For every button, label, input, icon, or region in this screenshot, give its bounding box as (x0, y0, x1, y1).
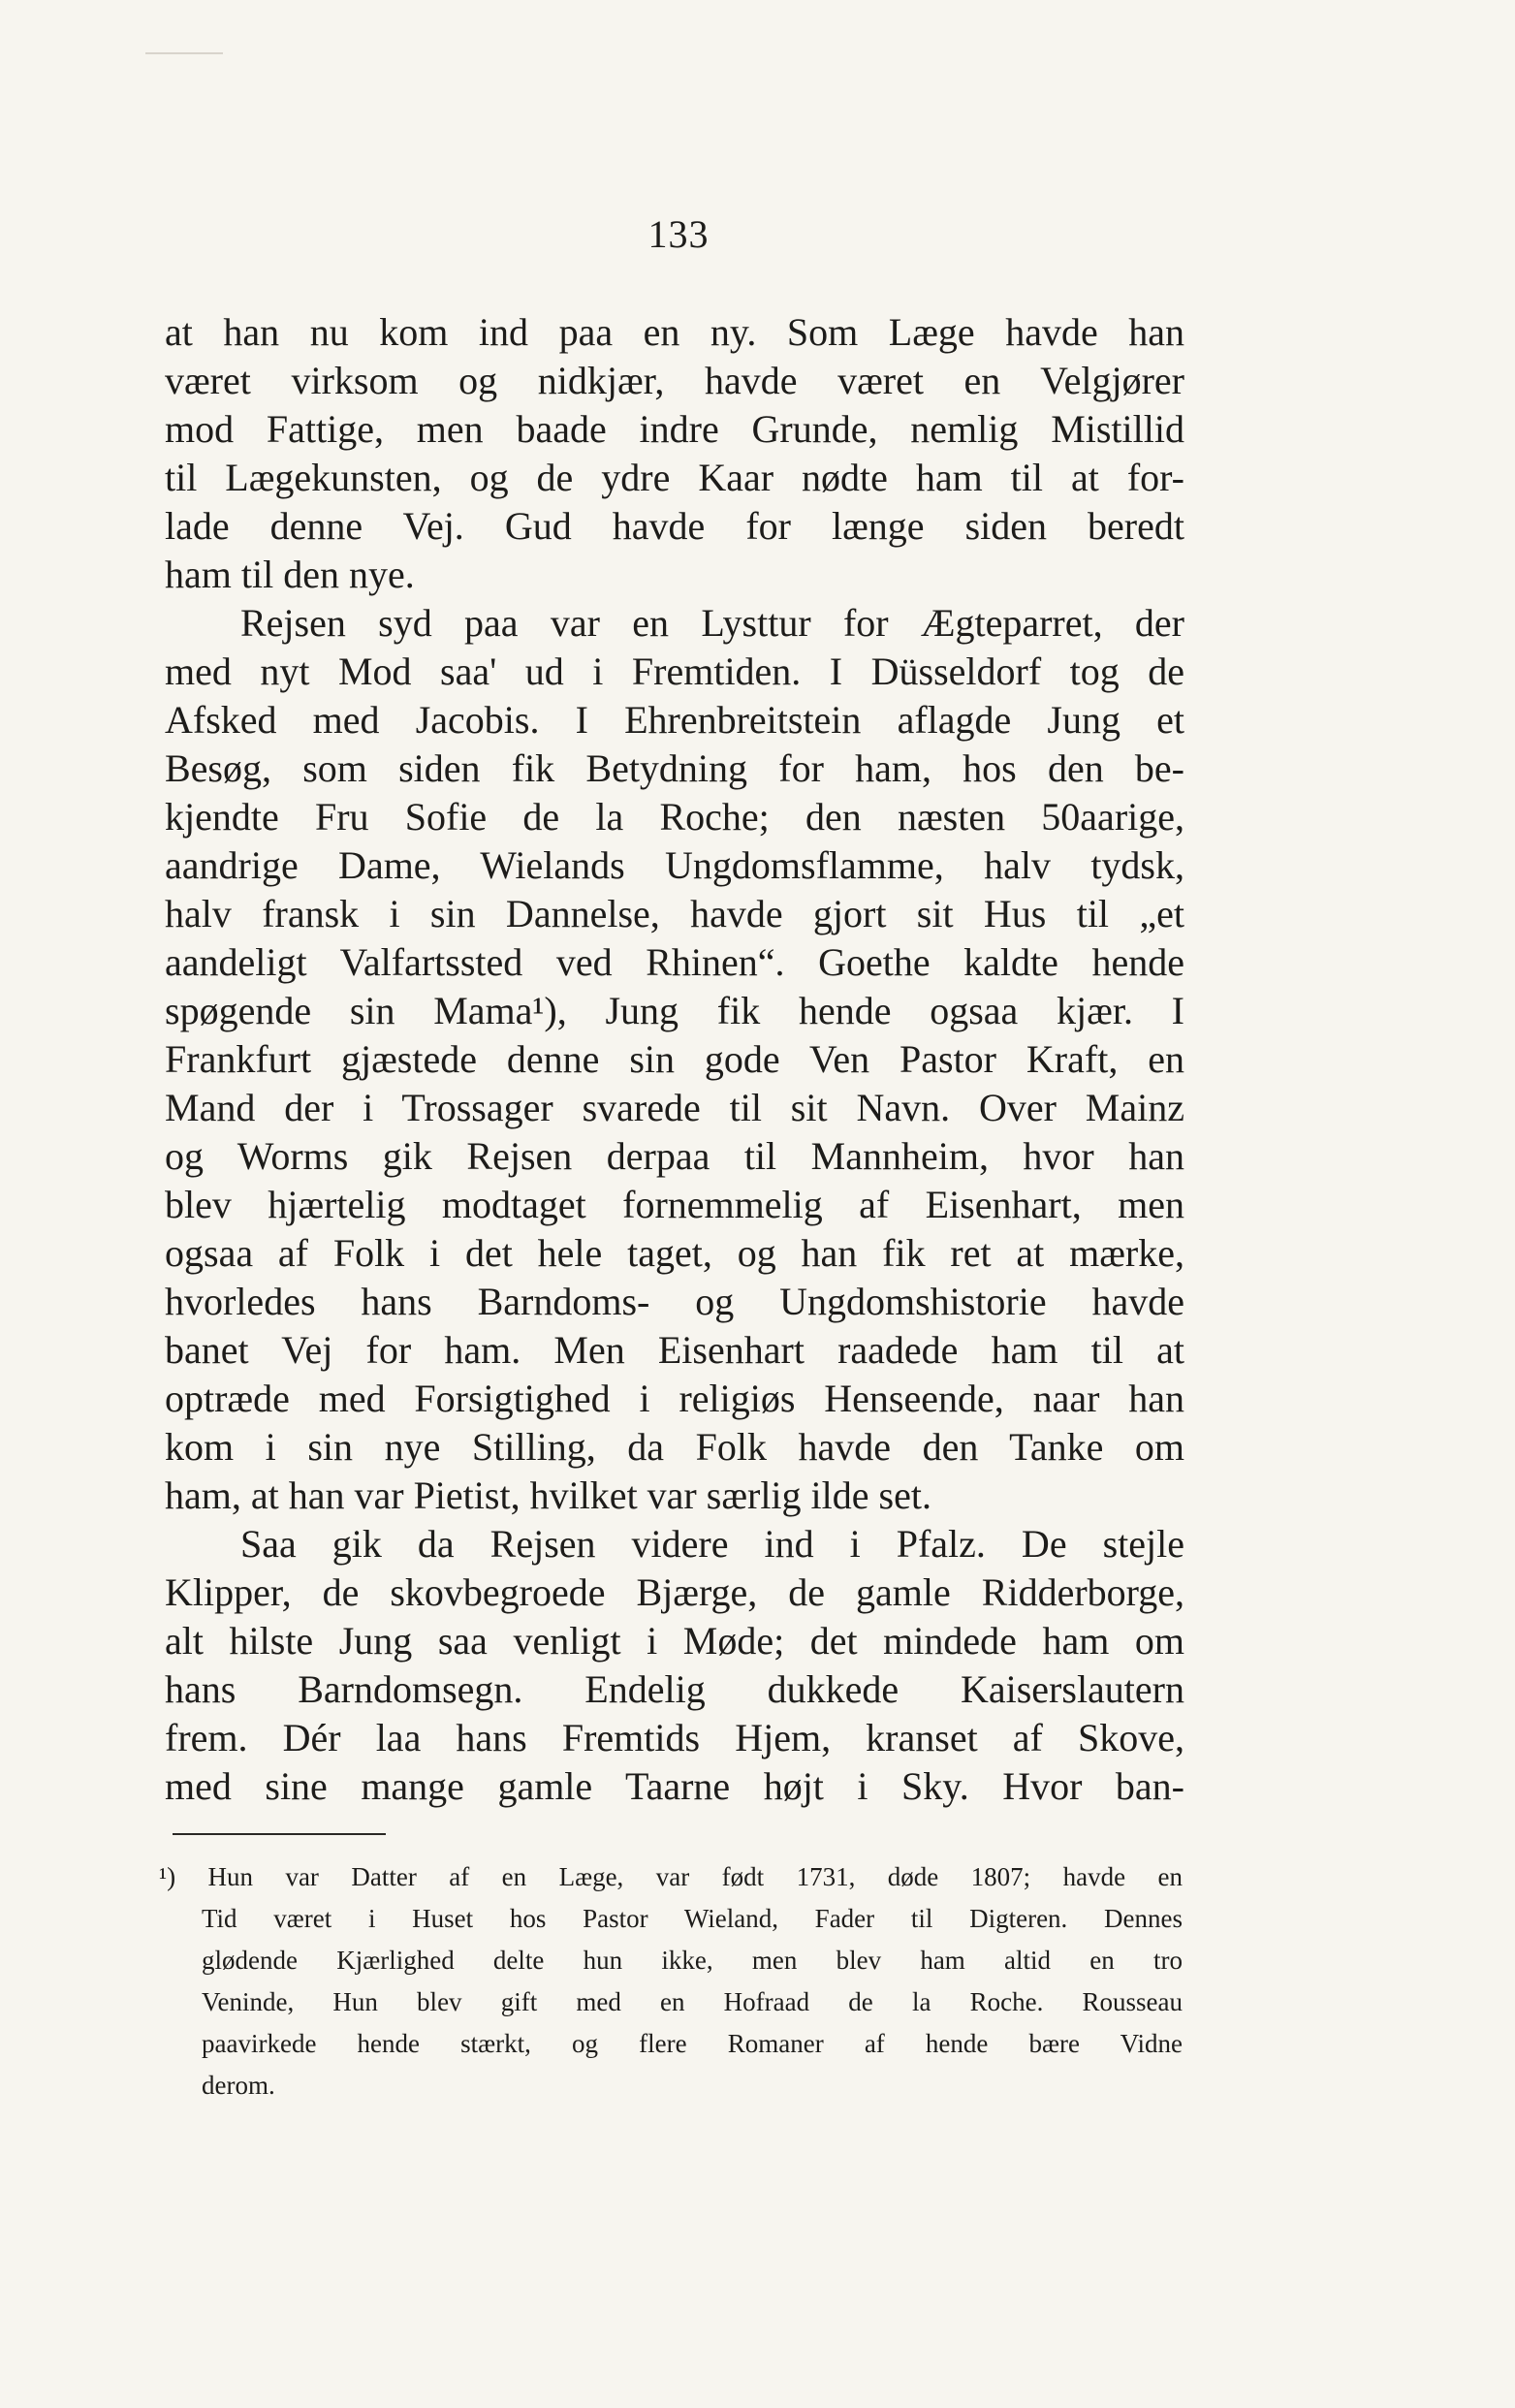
footnote-line: paavirkede hende stærkt, og flere Romaner af hende bære Vidne (202, 2029, 1183, 2058)
text-line: optræde med Forsigtighed i religiøs Henseende, naar han (165, 1377, 1184, 1420)
page-number: 133 (647, 212, 710, 256)
text-line: ogsaa af Folk i det hele taget, og han fik ret at mærke, (165, 1231, 1184, 1275)
text-line: kjendte Fru Sofie de la Roche; den næsten 50aarige, (165, 795, 1184, 839)
text-line: lade denne Vej. Gud havde for længe siden beredt (165, 504, 1184, 548)
text-line: mod Fattige, men baade indre Grunde, nemlig Mistillid (165, 407, 1184, 451)
text-line: og Worms gik Rejsen derpaa til Mannheim, hvor han (165, 1134, 1184, 1178)
text-line: hvorledes hans Barndoms- og Ungdomshistorie havde (165, 1280, 1184, 1323)
text-line: Afsked med Jacobis. I Ehrenbreitstein aflagde Jung et (165, 698, 1184, 742)
text-line: at han nu kom ind paa en ny. Som Læge havde han (165, 310, 1184, 354)
text-line: til Lægekunsten, og de ydre Kaar nødte ham til at for- (165, 456, 1184, 499)
text-line: Rejsen syd paa var en Lysttur for Ægteparret, der (240, 601, 1184, 645)
text-line: kom i sin nye Stilling, da Folk havde den Tanke om (165, 1425, 1184, 1469)
text-line: ham, at han var Pietist, hvilket var særlig ilde set. (165, 1473, 931, 1517)
footnote-line: Veninde, Hun blev gift med en Hofraad de la Roche. Rousseau (202, 1987, 1183, 2016)
text-line: frem. Dér laa hans Fremtids Hjem, kranset af Skove, (165, 1716, 1184, 1759)
top-edge-mark (145, 52, 223, 54)
text-line: ham til den nye. (165, 553, 415, 596)
text-line: Besøg, som siden fik Betydning for ham, hos den be- (165, 746, 1184, 790)
main-text-block (165, 308, 1184, 1811)
footnote-line: derom. (202, 2071, 275, 2100)
text-line: Saa gik da Rejsen videre ind i Pfalz. De stejle (240, 1522, 1184, 1566)
text-line: blev hjærtelig modtaget fornemmelig af Eisenhart, men (165, 1183, 1184, 1226)
footnote-line: glødende Kjærlighed delte hun ikke, men blev ham altid en tro (202, 1946, 1183, 1975)
text-line: banet Vej for ham. Men Eisenhart raadede ham til at (165, 1328, 1184, 1372)
footnote-line: ¹) Hun var Datter af en Læge, var født 1731, døde 1807; havde en (159, 1862, 1183, 1891)
footnote-line: Tid været i Huset hos Pastor Wieland, Fader til Digteren. Dennes (202, 1904, 1183, 1933)
text-line: Klipper, de skovbegroede Bjærge, de gamle Ridderborge, (165, 1570, 1184, 1614)
text-line: halv fransk i sin Dannelse, havde gjort sit Hus til „et (165, 892, 1184, 935)
footnote-separator (173, 1833, 386, 1835)
footnote-block (159, 1856, 1183, 2107)
text-line: aandeligt Valfartssted ved Rhinen“. Goethe kaldte hende (165, 940, 1184, 984)
text-line: Mand der i Trossager svarede til sit Navn. Over Mainz (165, 1086, 1184, 1129)
text-line: hans Barndomsegn. Endelig dukkede Kaiserslautern (165, 1667, 1184, 1711)
text-line: med sine mange gamle Taarne højt i Sky. Hvor ban- (165, 1764, 1184, 1808)
text-line: med nyt Mod saa' ud i Fremtiden. I Düsseldorf tog de (165, 650, 1184, 693)
text-line: Frankfurt gjæstede denne sin gode Ven Pastor Kraft, en (165, 1037, 1184, 1081)
text-line: alt hilste Jung saa venligt i Møde; det mindede ham om (165, 1619, 1184, 1663)
text-line: aandrige Dame, Wielands Ungdomsflamme, halv tydsk, (165, 843, 1184, 887)
text-line: spøgende sin Mama¹), Jung fik hende ogsaa kjær. I (165, 989, 1184, 1032)
text-line: været virksom og nidkjær, havde været en Velgjører (165, 359, 1184, 402)
